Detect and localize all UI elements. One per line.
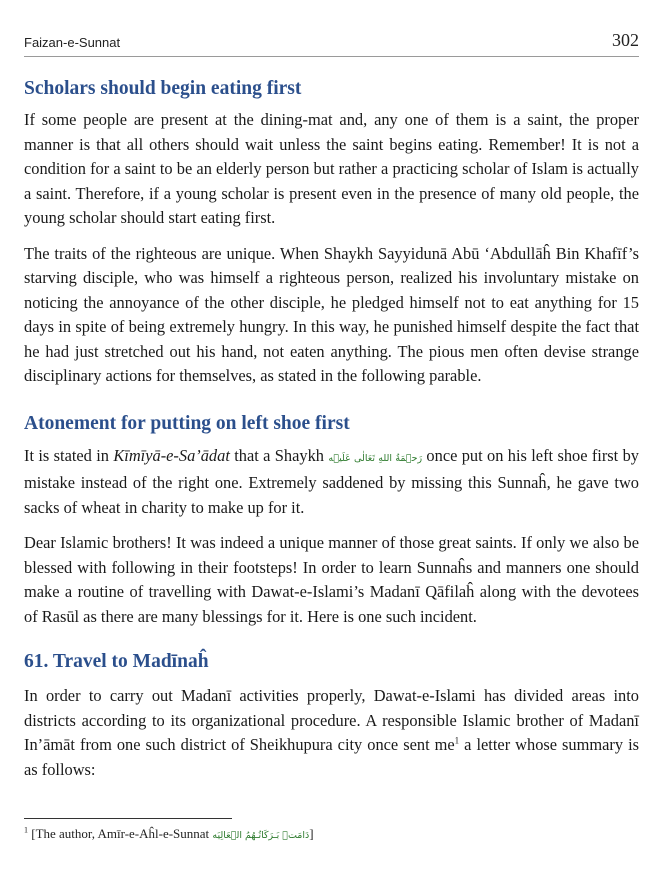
page-header: [24, 30, 639, 57]
footnote-text: [The author, Amīr-e-Aĥl-e-Sunnat: [31, 826, 213, 841]
section-heading: Atonement for putting on left shoe first: [24, 412, 350, 434]
book-title: Faizan-e-Sunnat: [24, 35, 121, 50]
paragraph: [24, 684, 639, 782]
footnote-reference[interactable]: 1: [454, 735, 460, 746]
arabic-honorific: دَامَتۡ بَـرَكَاتُـهُمُ الۡعَالِيَه: [212, 830, 310, 841]
text-run: once put on his left shoe first by mistake instead of the right one. Extremely saddened by missing this Sunnaĥ, he gave two sacks of wheat in charity to make up for it.: [24, 445, 639, 517]
section-travel-madinah: [24, 649, 639, 782]
text-run: In order to carry out Madanī activities properly, Dawat-e-Islami has divided areas into districts according to its organizational procedure. A responsible Islamic brother of Madanī In’āmāt from one such district of Sheikhupura city once sent me: [24, 686, 639, 754]
text-run: that a Shaykh: [229, 445, 329, 465]
section-scholars-eating: [24, 76, 639, 389]
footnote-text: ]: [309, 826, 314, 841]
section-heading: Scholars should begin eating first: [24, 78, 302, 99]
paragraph: If some people are present at the dining-mat and, any one of them is a saint, the proper manner is that all others should wait unless the saint begins eating. Remember! It is not a condition for a saint to be an elderly person but rather a practicing scholar of Islam is actually a saint. Therefore, if a young scholar is present even in the presence of many old people, the young scholar should start eating first.: [24, 110, 639, 227]
arabic-honorific: رَحۡمَةُ اللهِ تَعَالٰی عَلَيۡه: [328, 452, 423, 464]
section-heading: 61. Travel to Madīnaĥ: [24, 651, 209, 672]
page-number: 302: [612, 30, 639, 50]
book-title-italic: Kīmīyā-e-Sa’ādat: [113, 445, 230, 465]
paragraph: The traits of the righteous are unique. When Shaykh Sayyidunā Abū ‘Abdullāĥ Bin Khafīf’s starving disciple, who was himself a righteous person, realized his involuntary mistake on noticing the annoyance of the other disciple, he pledged himself not to eat anything for 15 days in spite of being extremely hungry. In this way, he punished himself despite the fact that he had just stretched out his hand, not eaten anything. The pious men often devise strange disciplinary actions for themselves, as stated in the following parable.: [24, 243, 639, 385]
paragraph: Dear Islamic brothers! It was indeed a unique manner of those great saints. If only we also be blessed with following in their footsteps! In order to learn Sunnaĥs and manners one should make a routine of travelling with Dawat-e-Islami’s Madanī Qāfilaĥ along with the devotees of Rasūl as there are many blessings for it. Here is one such incident.: [24, 533, 639, 626]
paragraph: [24, 444, 639, 521]
footnote-divider: [24, 818, 232, 819]
text-run: It is stated in: [24, 445, 114, 465]
footnote: [24, 826, 314, 842]
section-atonement-shoe: [24, 411, 639, 630]
page-content: [24, 76, 639, 782]
text-run: a letter whose summary is as follows:: [24, 735, 640, 779]
footnote-marker: 1: [24, 825, 28, 835]
